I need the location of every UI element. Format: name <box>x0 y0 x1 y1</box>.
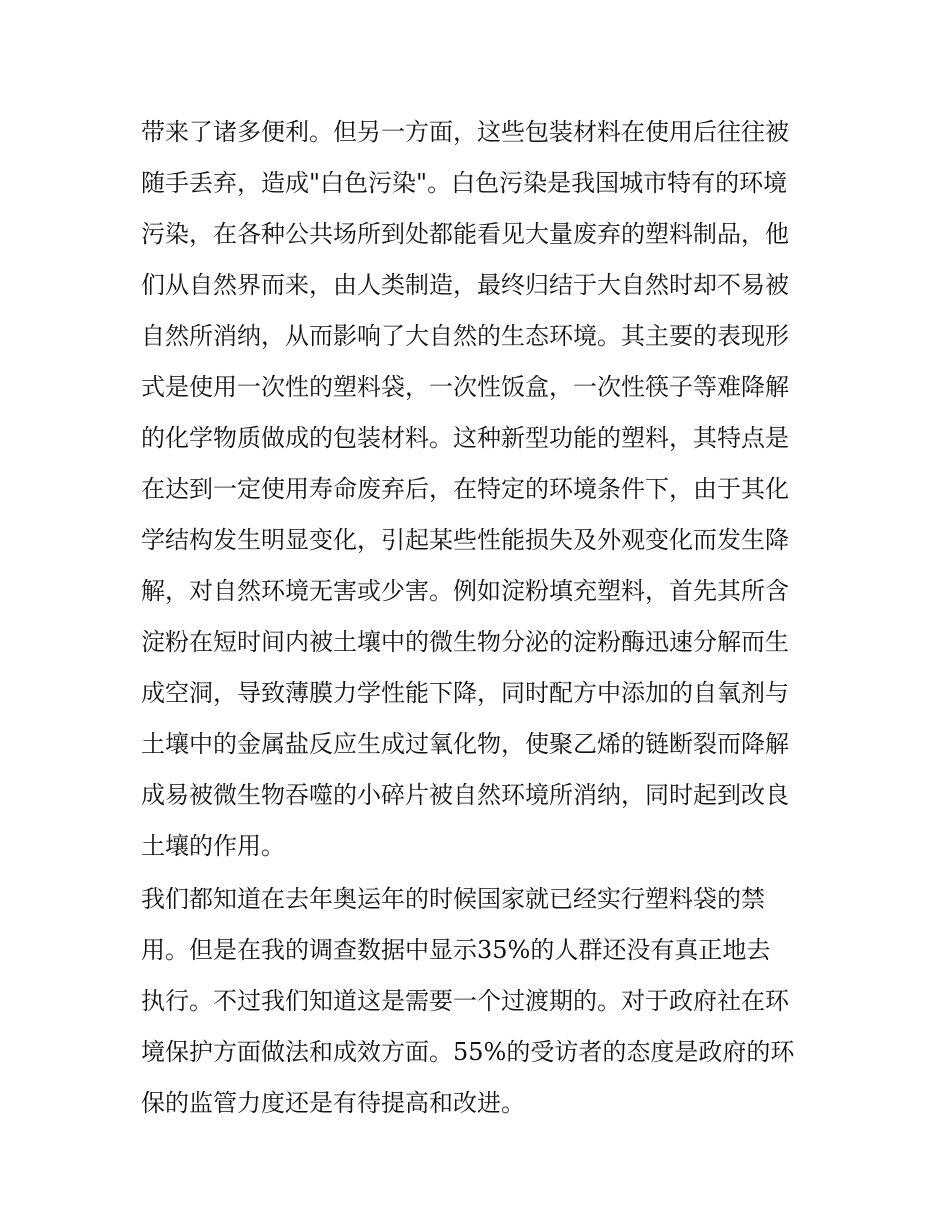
text-line: 土壤中的金属盐反应生成过氧化物，使聚乙烯的链断裂而降解 <box>141 730 789 758</box>
text-line: 们从自然界而来，由人类制造，最终归结于大自然时却不易被 <box>141 271 789 299</box>
text-line: 随手丢弃，造成"白色污染"。白色污染是我国城市特有的环境 <box>141 169 788 197</box>
text-line: 我们都知道在去年奥运年的时候国家就已经实行塑料袋的禁 <box>141 885 765 913</box>
text-line: 自然所消纳，从而影响了大自然的生态环境。其主要的表现形 <box>141 322 789 350</box>
paragraph-survey-results <box>141 874 821 1129</box>
text-line: 成空洞，导致薄膜力学性能下降，同时配方中添加的自氧剂与 <box>141 679 789 707</box>
text-line: 土壤的作用。 <box>141 832 285 860</box>
text-line: 成易被微生物吞噬的小碎片被自然环境所消纳，同时起到改良 <box>141 781 789 809</box>
text-line: 执行。不过我们知道这是需要一个过渡期的。对于政府社在环 <box>141 987 789 1015</box>
text-line: 式是使用一次性的塑料袋，一次性饭盒，一次性筷子等难降解 <box>141 373 789 401</box>
paragraph-plastic-pollution <box>141 107 821 872</box>
text-line: 的化学物质做成的包装材料。这种新型功能的塑料，其特点是 <box>141 424 789 452</box>
text-line: 境保护方面做法和成效方面。55%的受访者的态度是政府的环 <box>141 1038 795 1066</box>
document-body <box>141 107 821 1129</box>
text-line: 在达到一定使用寿命废弃后，在特定的环境条件下，由于其化 <box>141 475 789 503</box>
text-line: 带来了诸多便利。但另一方面，这些包装材料在使用后往往被 <box>141 118 789 146</box>
text-line: 污染，在各种公共场所到处都能看见大量废弃的塑料制品，他 <box>141 220 789 248</box>
text-line: 淀粉在短时间内被土壤中的微生物分泌的淀粉酶迅速分解而生 <box>141 628 789 656</box>
text-line: 解，对自然环境无害或少害。例如淀粉填充塑料，首先其所含 <box>141 577 789 605</box>
text-line: 保的监管力度还是有待提高和改进。 <box>141 1089 525 1117</box>
text-line: 用。但是在我的调查数据中显示35%的人群还没有真正地去 <box>141 936 771 964</box>
text-line: 学结构发生明显变化，引起某些性能损失及外观变化而发生降 <box>141 526 789 554</box>
